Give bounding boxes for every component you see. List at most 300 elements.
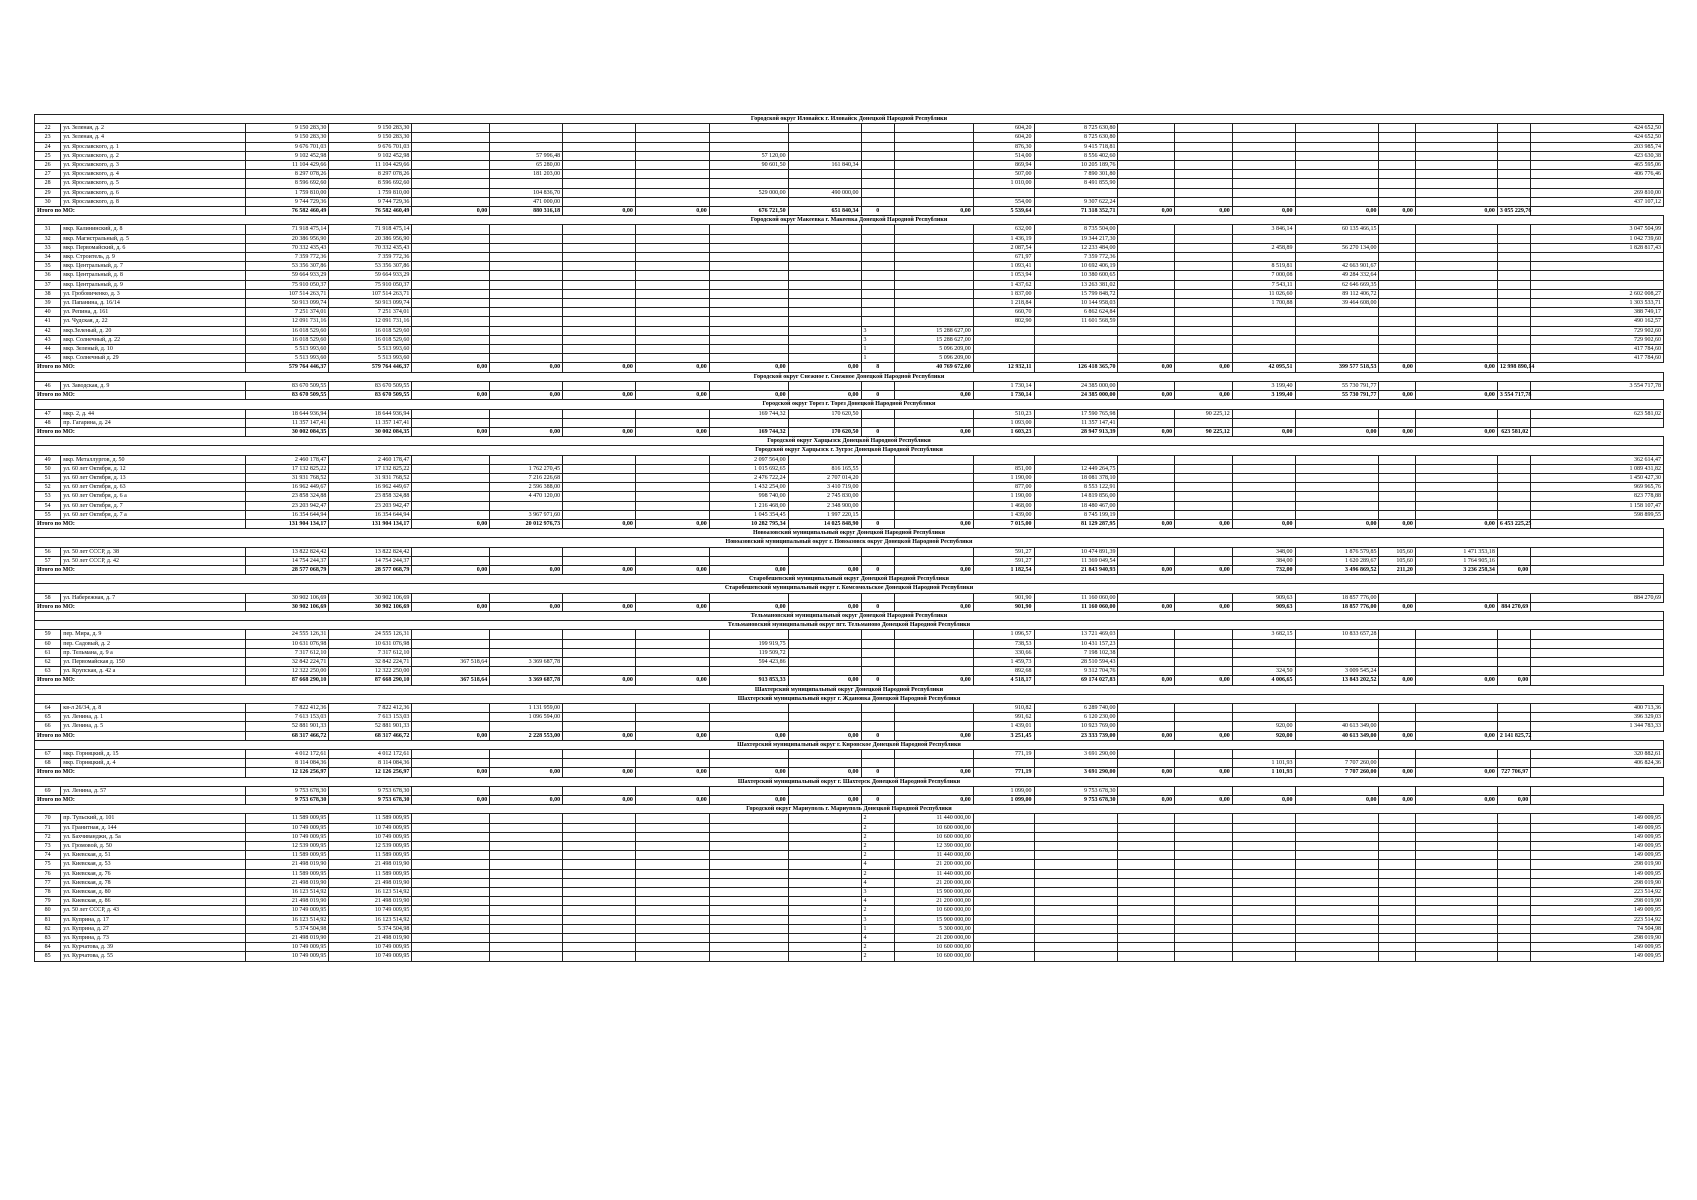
total-value: 676 721,50 — [709, 207, 788, 216]
value-cell — [1531, 639, 1664, 648]
value-cell: 998 740,00 — [709, 492, 788, 501]
value-cell — [563, 262, 636, 271]
value-cell — [861, 464, 894, 473]
value-cell — [563, 317, 636, 326]
value-cell: 7 890 301,80 — [1034, 170, 1118, 179]
table-row — [35, 888, 1664, 897]
total-value: 2 228 553,00 — [490, 731, 563, 740]
value-cell — [1379, 915, 1415, 924]
value-cell — [563, 648, 636, 657]
value-cell: 149 009,95 — [1531, 869, 1664, 878]
value-cell: 11 589 009,95 — [246, 869, 329, 878]
value-cell — [861, 722, 894, 731]
total-row — [35, 768, 1664, 777]
value-cell — [635, 464, 709, 473]
value-cell — [1034, 345, 1118, 354]
value-cell — [563, 289, 636, 298]
value-cell — [412, 381, 490, 390]
value-cell: 7 198 102,38 — [1034, 648, 1118, 657]
value-cell — [1232, 510, 1295, 519]
value-cell — [563, 924, 636, 933]
value-cell — [1295, 170, 1379, 179]
value-cell — [490, 823, 563, 832]
value-cell: 16 123 514,92 — [246, 888, 329, 897]
address-cell: ул. Репина, д. 161 — [61, 308, 246, 317]
total-value: 0,00 — [490, 796, 563, 805]
value-cell — [788, 906, 861, 915]
address-cell: мкр. Солнечный д. 29 — [61, 354, 246, 363]
address-cell: ул. Киевская, д. 76 — [61, 869, 246, 878]
value-cell — [894, 464, 973, 473]
value-cell — [894, 271, 973, 280]
total-row — [35, 519, 1664, 528]
value-cell — [1232, 455, 1295, 464]
total-value: 0,00 — [635, 731, 709, 740]
value-cell — [894, 593, 973, 602]
row-number: 56 — [35, 547, 61, 556]
value-cell — [563, 234, 636, 243]
value-cell — [1531, 262, 1664, 271]
value-cell: 2 602 008,27 — [1531, 289, 1664, 298]
total-value: 0,00 — [894, 676, 973, 685]
value-cell — [1415, 492, 1497, 501]
value-cell — [635, 243, 709, 252]
value-cell: 13 721 469,03 — [1034, 630, 1118, 639]
value-cell: 437 107,12 — [1531, 197, 1664, 206]
row-number: 23 — [35, 133, 61, 142]
value-cell — [788, 179, 861, 188]
total-value: 55 730 791,77 — [1295, 391, 1379, 400]
table-body — [35, 115, 1664, 962]
value-cell — [709, 142, 788, 151]
value-cell: 40 613 349,00 — [1295, 722, 1379, 731]
value-cell — [1415, 345, 1497, 354]
value-cell — [709, 197, 788, 206]
value-cell — [635, 142, 709, 151]
total-value: 0,00 — [412, 207, 490, 216]
row-number: 29 — [35, 188, 61, 197]
value-cell — [1118, 878, 1175, 887]
value-cell — [1497, 556, 1530, 565]
row-number: 62 — [35, 657, 61, 666]
value-cell — [1175, 253, 1233, 262]
value-cell — [1415, 271, 1497, 280]
value-cell — [1379, 243, 1415, 252]
value-cell — [788, 197, 861, 206]
address-cell: мкр. Горняцкий, д. 4 — [61, 759, 246, 768]
value-cell: 21 498 019,90 — [329, 860, 412, 869]
row-number: 82 — [35, 924, 61, 933]
value-cell — [1497, 179, 1530, 188]
value-cell: 105,60 — [1379, 556, 1415, 565]
value-cell — [1497, 832, 1530, 841]
value-cell — [1118, 556, 1175, 565]
value-cell — [1415, 630, 1497, 639]
row-number: 34 — [35, 253, 61, 262]
value-cell — [973, 354, 1034, 363]
value-cell — [788, 243, 861, 252]
row-number: 70 — [35, 814, 61, 823]
total-value: 0,00 — [412, 565, 490, 574]
value-cell — [894, 124, 973, 133]
value-cell — [1497, 648, 1530, 657]
value-cell: 107 514 263,71 — [246, 289, 329, 298]
table-row — [35, 483, 1664, 492]
value-cell — [490, 934, 563, 943]
total-value: 0 — [861, 207, 894, 216]
value-cell — [861, 308, 894, 317]
total-value: 8 — [861, 363, 894, 372]
value-cell — [1379, 409, 1415, 418]
value-cell — [709, 924, 788, 933]
value-cell — [1034, 860, 1118, 869]
value-cell — [709, 934, 788, 943]
total-value: 0,00 — [563, 676, 636, 685]
value-cell — [709, 759, 788, 768]
value-cell — [1175, 814, 1233, 823]
section-header — [35, 694, 1664, 703]
value-cell: 348,00 — [1232, 547, 1295, 556]
value-cell — [1232, 335, 1295, 344]
value-cell — [1118, 851, 1175, 860]
total-value: 909,63 — [1232, 602, 1295, 611]
total-value: 68 317 466,72 — [329, 731, 412, 740]
value-cell — [1497, 326, 1530, 335]
value-cell — [1034, 814, 1118, 823]
value-cell — [1295, 639, 1379, 648]
value-cell — [709, 335, 788, 344]
value-cell: 298 019,90 — [1531, 897, 1664, 906]
row-number: 40 — [35, 308, 61, 317]
value-cell: 149 009,95 — [1531, 952, 1664, 961]
value-cell — [1118, 299, 1175, 308]
value-cell — [1295, 308, 1379, 317]
value-cell — [1118, 133, 1175, 142]
total-value: 0,00 — [1118, 519, 1175, 528]
value-cell — [1232, 786, 1295, 795]
value-cell — [1295, 317, 1379, 326]
value-cell — [1379, 335, 1415, 344]
value-cell: 8 735 504,00 — [1034, 225, 1118, 234]
value-cell: 406 776,46 — [1531, 170, 1664, 179]
value-cell — [635, 934, 709, 943]
value-cell — [1295, 335, 1379, 344]
value-cell — [894, 409, 973, 418]
value-cell: 423 630,38 — [1531, 151, 1664, 160]
total-value: 20 012 976,73 — [490, 519, 563, 528]
value-cell — [1295, 464, 1379, 473]
value-cell: 20 386 956,90 — [246, 234, 329, 243]
value-cell: 1 053,94 — [973, 271, 1034, 280]
value-cell — [894, 492, 973, 501]
value-cell — [1415, 299, 1497, 308]
value-cell: 1 101,93 — [1232, 759, 1295, 768]
value-cell: 471 000,00 — [490, 197, 563, 206]
value-cell — [563, 225, 636, 234]
row-number: 60 — [35, 639, 61, 648]
value-cell — [1415, 713, 1497, 722]
value-cell — [1118, 547, 1175, 556]
value-cell: 1 344 783,33 — [1531, 722, 1664, 731]
address-cell: ул. Ярославского, д. 2 — [61, 151, 246, 160]
total-value: 0,00 — [635, 768, 709, 777]
value-cell: 920,00 — [1232, 722, 1295, 731]
value-cell — [1379, 151, 1415, 160]
value-cell — [1232, 133, 1295, 142]
address-cell: ул. Чудская, д. 22 — [61, 317, 246, 326]
value-cell: 729 902,60 — [1531, 335, 1664, 344]
total-value: 1 101,93 — [1232, 768, 1295, 777]
total-value: 579 764 446,37 — [246, 363, 329, 372]
address-cell: ул. Ярославского, д. 1 — [61, 142, 246, 151]
value-cell — [635, 492, 709, 501]
value-cell — [1497, 354, 1530, 363]
row-number: 43 — [35, 335, 61, 344]
value-cell — [1118, 952, 1175, 961]
value-cell — [788, 418, 861, 427]
table-row — [35, 924, 1664, 933]
value-cell — [1379, 289, 1415, 298]
value-cell — [635, 832, 709, 841]
value-cell — [635, 952, 709, 961]
value-cell — [490, 317, 563, 326]
value-cell: 591,27 — [973, 547, 1034, 556]
section-title: Городской округ Снежное г. Снежное Донецкой Народной Республики — [35, 372, 1664, 381]
value-cell — [894, 234, 973, 243]
value-cell: 70 332 435,43 — [246, 243, 329, 252]
value-cell: 181 203,00 — [490, 170, 563, 179]
value-cell: 23 858 324,88 — [246, 492, 329, 501]
value-cell — [1118, 317, 1175, 326]
value-cell — [1295, 648, 1379, 657]
address-cell: мкр.Зеленый, д. 20 — [61, 326, 246, 335]
table-row — [35, 409, 1664, 418]
row-number: 42 — [35, 326, 61, 335]
total-label: Итого по МО: — [35, 602, 246, 611]
value-cell — [709, 262, 788, 271]
value-cell — [1232, 713, 1295, 722]
value-cell — [1379, 510, 1415, 519]
value-cell — [1497, 253, 1530, 262]
total-value: 24 385 000,00 — [1034, 391, 1118, 400]
value-cell — [490, 842, 563, 851]
row-number: 74 — [35, 851, 61, 860]
value-cell — [709, 750, 788, 759]
value-cell: 3 691 290,00 — [1034, 750, 1118, 759]
value-cell — [1415, 483, 1497, 492]
address-cell: пр. Тульский, д. 101 — [61, 814, 246, 823]
value-cell — [1175, 860, 1233, 869]
address-cell: мкр. Центральный, д. 8 — [61, 271, 246, 280]
address-cell: ул. Заводская, д. 9 — [61, 381, 246, 390]
value-cell — [1232, 943, 1295, 952]
value-cell — [1379, 657, 1415, 666]
value-cell — [1379, 648, 1415, 657]
value-cell — [1295, 253, 1379, 262]
value-cell — [1415, 124, 1497, 133]
value-cell — [894, 750, 973, 759]
total-value: 0,00 — [1379, 731, 1415, 740]
value-cell — [894, 197, 973, 206]
table-row — [35, 851, 1664, 860]
total-label: Итого по МО: — [35, 676, 246, 685]
value-cell — [1118, 704, 1175, 713]
value-cell — [635, 161, 709, 170]
value-cell — [894, 179, 973, 188]
value-cell: 901,90 — [973, 593, 1034, 602]
value-cell — [1118, 722, 1175, 731]
row-number: 58 — [35, 593, 61, 602]
value-cell — [1175, 888, 1233, 897]
value-cell — [1379, 234, 1415, 243]
value-cell: 24 385 000,00 — [1034, 381, 1118, 390]
value-cell — [709, 851, 788, 860]
value-cell — [861, 492, 894, 501]
total-value: 0 — [861, 731, 894, 740]
value-cell — [1295, 124, 1379, 133]
value-cell — [1175, 234, 1233, 243]
value-cell — [1034, 869, 1118, 878]
value-cell — [1232, 501, 1295, 510]
value-cell — [563, 381, 636, 390]
value-cell — [1118, 225, 1175, 234]
value-cell: 823 778,88 — [1531, 492, 1664, 501]
value-cell — [1379, 897, 1415, 906]
value-cell — [1175, 345, 1233, 354]
value-cell — [1118, 842, 1175, 851]
row-number: 45 — [35, 354, 61, 363]
value-cell — [563, 657, 636, 666]
value-cell — [788, 593, 861, 602]
value-cell — [1379, 786, 1415, 795]
value-cell: 2 596 388,00 — [490, 483, 563, 492]
value-cell — [1379, 271, 1415, 280]
value-cell: 11 589 009,95 — [329, 869, 412, 878]
value-cell — [709, 179, 788, 188]
value-cell — [1497, 262, 1530, 271]
value-cell: 2 — [861, 851, 894, 860]
value-cell — [1497, 823, 1530, 832]
total-value: 0,00 — [563, 391, 636, 400]
value-cell: 10 631 076,98 — [329, 639, 412, 648]
total-value: 0,00 — [563, 796, 636, 805]
value-cell — [412, 924, 490, 933]
value-cell — [412, 170, 490, 179]
value-cell — [894, 713, 973, 722]
value-cell: 6 120 230,00 — [1034, 713, 1118, 722]
value-cell: 1 — [861, 924, 894, 933]
value-cell: 1 468,00 — [973, 501, 1034, 510]
value-cell — [635, 133, 709, 142]
section-header — [35, 584, 1664, 593]
total-value: 0,00 — [1415, 676, 1497, 685]
value-cell — [1175, 722, 1233, 731]
value-cell: 1 436,19 — [973, 234, 1034, 243]
total-value: 9 753 678,30 — [1034, 796, 1118, 805]
value-cell — [1118, 510, 1175, 519]
row-number: 44 — [35, 345, 61, 354]
value-cell: 529 000,00 — [709, 188, 788, 197]
value-cell — [788, 133, 861, 142]
value-cell: 11 357 147,41 — [1034, 418, 1118, 427]
total-value: 0,00 — [709, 565, 788, 574]
value-cell: 107 514 263,71 — [329, 289, 412, 298]
value-cell — [412, 593, 490, 602]
value-cell — [788, 381, 861, 390]
value-cell — [635, 299, 709, 308]
value-cell — [635, 888, 709, 897]
total-value: 0,00 — [412, 427, 490, 436]
value-cell: 10 692 406,19 — [1034, 262, 1118, 271]
value-cell — [635, 381, 709, 390]
value-cell — [861, 280, 894, 289]
table-row — [35, 271, 1664, 280]
value-cell — [1232, 151, 1295, 160]
value-cell — [1497, 308, 1530, 317]
value-cell — [1175, 510, 1233, 519]
value-cell — [973, 924, 1034, 933]
table-row — [35, 317, 1664, 326]
value-cell: 16 018 529,60 — [246, 335, 329, 344]
value-cell: 892,68 — [973, 667, 1034, 676]
total-value: 0,00 — [1118, 427, 1175, 436]
value-cell — [1295, 179, 1379, 188]
value-cell — [1497, 271, 1530, 280]
value-cell — [412, 335, 490, 344]
total-value: 0,00 — [412, 391, 490, 400]
value-cell — [861, 483, 894, 492]
value-cell — [1415, 943, 1497, 952]
value-cell — [490, 225, 563, 234]
value-cell: 71 918 475,14 — [329, 225, 412, 234]
value-cell — [1118, 243, 1175, 252]
value-cell — [563, 253, 636, 262]
total-value: 771,19 — [973, 768, 1034, 777]
value-cell — [563, 483, 636, 492]
value-cell — [709, 952, 788, 961]
section-header — [35, 805, 1664, 814]
value-cell: 1 762 270,45 — [490, 464, 563, 473]
table-row — [35, 170, 1664, 179]
value-cell — [635, 510, 709, 519]
total-value: 40 613 349,00 — [1295, 731, 1379, 740]
value-cell: 8 745 199,19 — [1034, 510, 1118, 519]
value-cell — [1295, 501, 1379, 510]
total-value: 28 577 068,79 — [329, 565, 412, 574]
value-cell — [490, 501, 563, 510]
section-title: Городской округ Макеевка г. Макеевка Донецкой Народной Республики — [35, 216, 1664, 225]
value-cell — [412, 409, 490, 418]
value-cell — [861, 630, 894, 639]
value-cell: 510,23 — [973, 409, 1034, 418]
total-value: 40 769 672,00 — [894, 363, 973, 372]
total-value: 0,00 — [1118, 602, 1175, 611]
value-cell — [412, 750, 490, 759]
value-cell: 362 614,47 — [1531, 455, 1664, 464]
total-value: 884 270,69 — [1497, 602, 1530, 611]
value-cell — [1118, 713, 1175, 722]
value-cell — [412, 124, 490, 133]
total-row — [35, 207, 1664, 216]
section-header — [35, 216, 1664, 225]
section-header — [35, 437, 1664, 446]
value-cell — [1379, 197, 1415, 206]
value-cell — [1295, 197, 1379, 206]
value-cell — [1531, 253, 1664, 262]
value-cell — [1497, 842, 1530, 851]
value-cell — [1034, 832, 1118, 841]
value-cell — [1295, 713, 1379, 722]
